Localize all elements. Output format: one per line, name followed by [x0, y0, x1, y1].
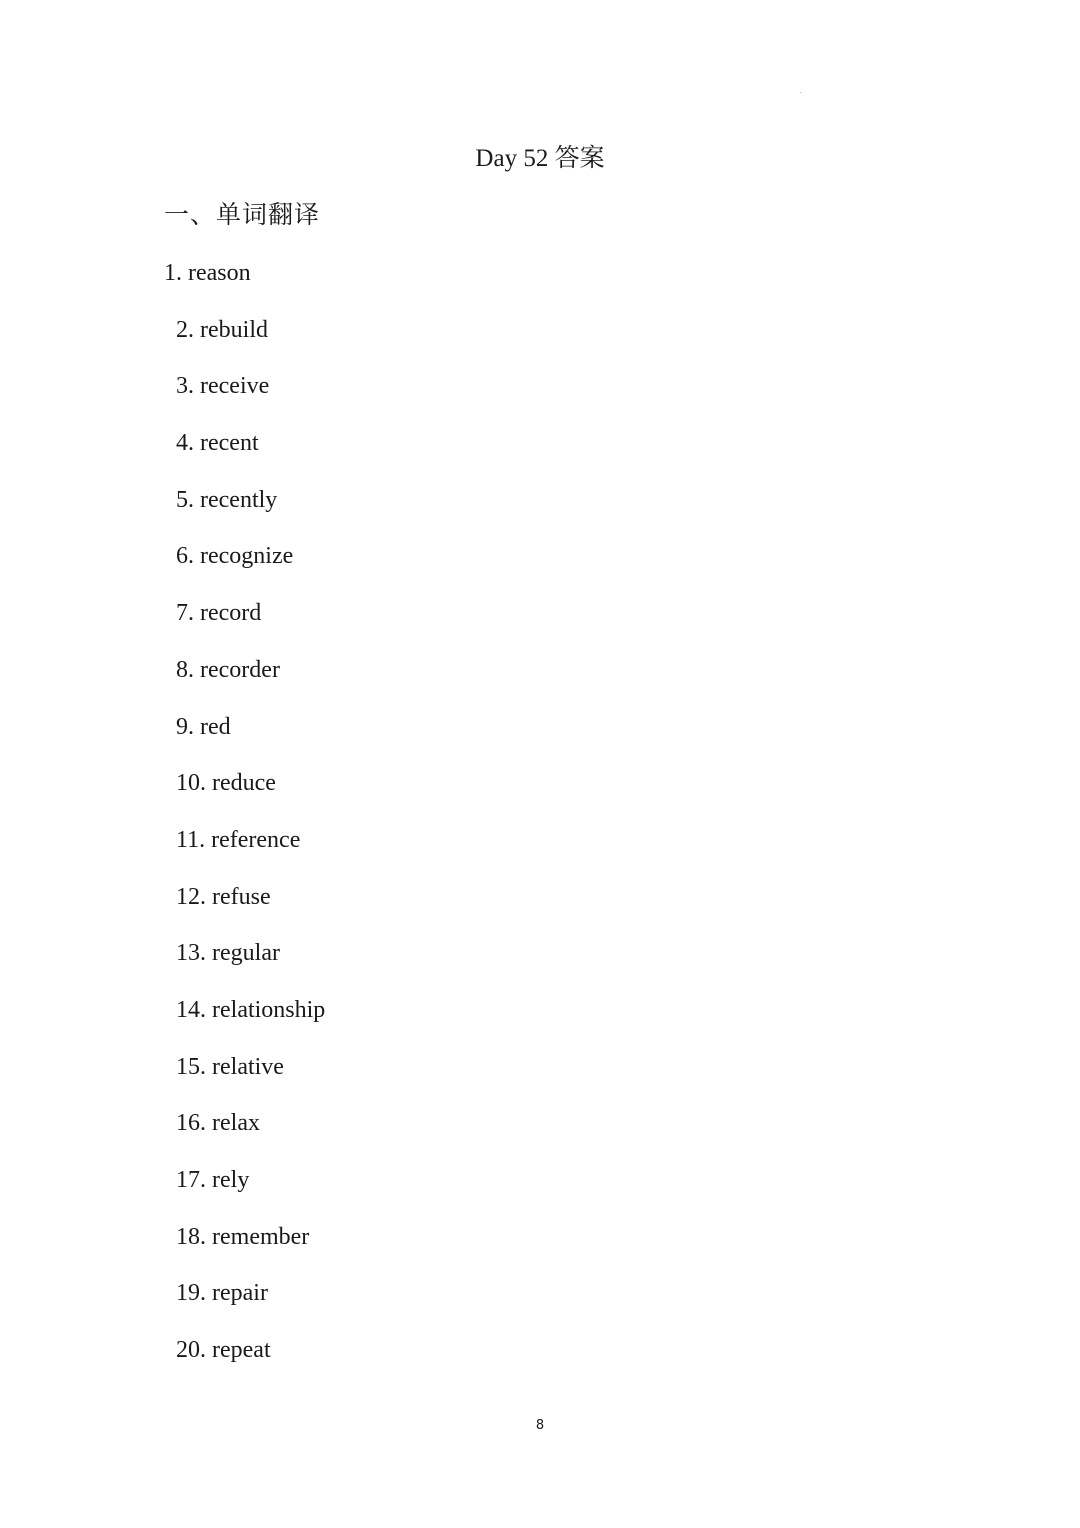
answer-item	[164, 766, 325, 823]
stray-mark	[800, 92, 801, 93]
answer-item	[164, 313, 325, 370]
answer-item	[164, 539, 325, 596]
answer-word: repeat	[212, 1337, 271, 1364]
answer-item	[164, 1220, 325, 1277]
answer-word: rely	[212, 1167, 250, 1193]
answer-word: reduce	[212, 770, 276, 797]
answer-number: 17.	[176, 1167, 206, 1193]
answer-word: reason	[188, 260, 251, 286]
answer-list	[164, 256, 325, 1390]
answer-item	[164, 1333, 325, 1390]
answer-number: 5.	[176, 486, 194, 513]
answer-word: relax	[212, 1110, 260, 1137]
answer-number: 4.	[176, 430, 194, 457]
page-title: Day 52 答案	[475, 145, 605, 172]
answer-number: 8.	[176, 656, 194, 683]
answer-number: 15.	[176, 1053, 206, 1080]
answer-item	[164, 880, 325, 937]
answer-word: repair	[212, 1280, 268, 1307]
answer-word: relationship	[212, 996, 326, 1023]
answer-word: refuse	[212, 883, 271, 910]
answer-number: 11.	[176, 826, 206, 853]
answer-word: receive	[200, 373, 270, 400]
answer-number: 20.	[176, 1337, 206, 1364]
answer-number: 7.	[176, 600, 194, 627]
answer-item	[164, 823, 325, 880]
answer-number: 12.	[176, 883, 206, 910]
answer-item	[164, 483, 325, 540]
answer-word: recent	[200, 430, 259, 457]
answer-item	[164, 653, 325, 710]
answer-number: 16.	[176, 1110, 206, 1137]
answer-item	[164, 993, 325, 1050]
answer-number: 1.	[164, 260, 182, 286]
section-heading: 一、单词翻译	[164, 200, 321, 229]
answer-word: recently	[200, 486, 278, 513]
answer-number: 14.	[176, 996, 206, 1023]
answer-number: 6.	[176, 543, 194, 570]
answer-number: 19.	[176, 1280, 206, 1307]
answer-number: 2.	[176, 316, 194, 343]
answer-word: rebuild	[200, 316, 268, 343]
answer-number: 18.	[176, 1223, 206, 1250]
answer-word: regular	[212, 940, 280, 967]
answer-item	[164, 596, 325, 653]
answer-word: red	[200, 713, 231, 740]
answer-word: relative	[212, 1053, 284, 1080]
answer-item	[164, 1050, 325, 1107]
answer-word: recorder	[200, 656, 280, 683]
answer-number: 10.	[176, 770, 206, 797]
answer-word: record	[200, 600, 262, 627]
answer-item	[164, 936, 325, 993]
answer-number: 3.	[176, 373, 194, 400]
answer-item	[164, 710, 325, 767]
answer-item	[164, 1163, 325, 1220]
answer-item	[164, 256, 325, 313]
answer-number: 9.	[176, 713, 194, 740]
answer-word: recognize	[200, 543, 294, 570]
answer-item	[164, 426, 325, 483]
answer-item	[164, 1106, 325, 1163]
page-number: 8	[535, 1418, 545, 1433]
answer-word: remember	[212, 1223, 310, 1250]
answer-item	[164, 369, 325, 426]
answer-word: reference	[211, 826, 301, 853]
answer-number: 13.	[176, 940, 206, 967]
answer-item	[164, 1276, 325, 1333]
